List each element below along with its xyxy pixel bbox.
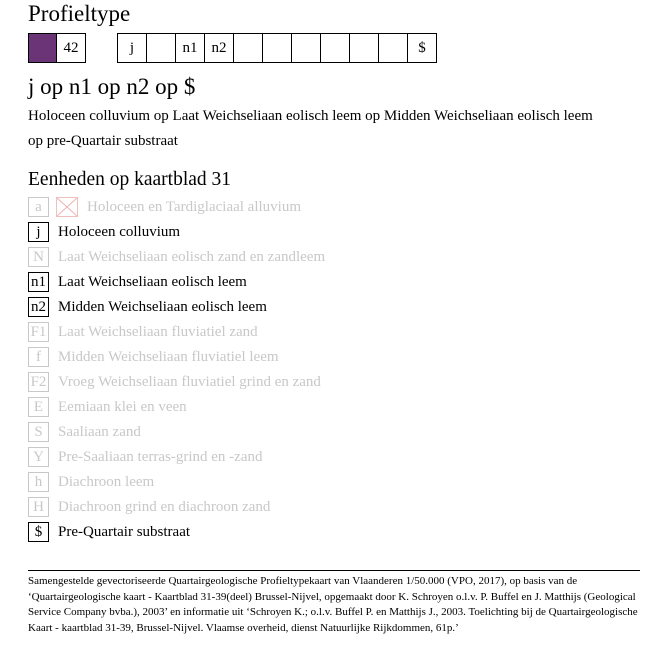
- profile-unit-strip: [117, 33, 437, 63]
- profile-description: Holoceen colluvium op Laat Weichseliaan eolisch leem op Midden Weichseliaan eolisch leem op pre-Quartair substraat: [28, 108, 593, 149]
- legend-code: F1: [28, 322, 49, 342]
- legend-code: n2: [28, 297, 49, 317]
- legend-item: [28, 494, 325, 519]
- legend-code: $: [28, 522, 49, 542]
- units-legend: [28, 194, 325, 544]
- legend-label: Holoceen colluvium: [58, 223, 181, 240]
- page-title: Profieltype: [28, 1, 131, 26]
- profile-unit-cell: j: [117, 33, 147, 63]
- legend-label: Laat Weichseliaan fluviatiel zand: [58, 323, 258, 340]
- legend-item: [28, 269, 325, 294]
- divider: [28, 570, 640, 571]
- profile-unit-cell: [146, 33, 176, 63]
- profile-unit-cell: [291, 33, 321, 63]
- legend-item: [28, 394, 325, 419]
- legend-label: Eemiaan klei en veen: [58, 398, 187, 415]
- legend-code: f: [28, 347, 49, 367]
- legend-item: [28, 194, 325, 219]
- profile-unit-cell: n2: [204, 33, 234, 63]
- legend-item: [28, 294, 325, 319]
- legend-label: Saaliaan zand: [58, 423, 141, 440]
- profile-color-swatch: [28, 33, 57, 63]
- legend-label: Pre-Quartair substraat: [58, 523, 191, 540]
- legend-code: F2: [28, 372, 49, 392]
- legend-code: n1: [28, 272, 49, 292]
- legend-label: Midden Weichseliaan eolisch leem: [58, 298, 267, 315]
- profile-code: j op n1 op n2 op $: [28, 74, 196, 99]
- legend-item: [28, 369, 325, 394]
- legend-label: Diachroon grind en diachroon zand: [58, 498, 271, 515]
- legend-item: [28, 444, 325, 469]
- legend-label: Diachroon leem: [58, 473, 155, 490]
- legend-code: h: [28, 472, 49, 492]
- legend-code: a: [28, 197, 49, 217]
- profile-unit-cell: n1: [175, 33, 205, 63]
- legend-label: Holoceen en Tardiglaciaal alluvium: [87, 198, 302, 215]
- legend-code: S: [28, 422, 49, 442]
- legend-item: [28, 344, 325, 369]
- legend-code: Y: [28, 447, 49, 467]
- legend-item: [28, 219, 325, 244]
- legend-code: N: [28, 247, 49, 267]
- profile-unit-cell: $: [407, 33, 437, 63]
- legend-code: j: [28, 222, 49, 242]
- source-note: Samengestelde gevectoriseerde Quartairgeologische Profieltypekaart van Vlaanderen 1/50.000 (VPO, 2017), op basis van de ‘Quartairgeologische kaart - Kaartblad 31-39(deel) Brussel-Nijvel, opgemaakt door K. Schroyen o.l.v. P. Buffel en J. Matthijs (Geological Service Company bvba.), 2003’ en informatie uit ‘Schroyen K.; o.l.v. Buffel P. en Matthijs J., 2003. Toelichting bij de Quartairgeologische Kaart - kaartblad 31-39, Brussel-Nijvel. Vlaamse overheid, dienst Natuurlijke Rijkdommen, 61p.’: [28, 575, 638, 634]
- legend-item: [28, 519, 325, 544]
- legend-item: [28, 469, 325, 494]
- legend-code: E: [28, 397, 49, 417]
- profile-unit-cell: [262, 33, 292, 63]
- profile-unit-cell: [233, 33, 263, 63]
- profile-unit-cell: [349, 33, 379, 63]
- profile-color-number-strip: [28, 33, 86, 63]
- hatched-swatch-icon: [56, 197, 78, 217]
- legend-item: [28, 419, 325, 444]
- legend-label: Vroeg Weichseliaan fluviatiel grind en zand: [58, 373, 321, 390]
- legend-item: [28, 244, 325, 269]
- legend-label: Laat Weichseliaan eolisch zand en zandleem: [58, 248, 326, 265]
- legend-label: Laat Weichseliaan eolisch leem: [58, 273, 247, 290]
- legend-code: H: [28, 497, 49, 517]
- profile-unit-cell: [320, 33, 350, 63]
- units-title: Eenheden op kaartblad 31: [28, 169, 232, 190]
- legend-item: [28, 319, 325, 344]
- legend-label: Midden Weichseliaan fluviatiel leem: [58, 348, 279, 365]
- legend-label: Pre-Saaliaan terras-grind en -zand: [58, 448, 263, 465]
- profile-unit-cell: [378, 33, 408, 63]
- profile-number: 42: [56, 33, 86, 63]
